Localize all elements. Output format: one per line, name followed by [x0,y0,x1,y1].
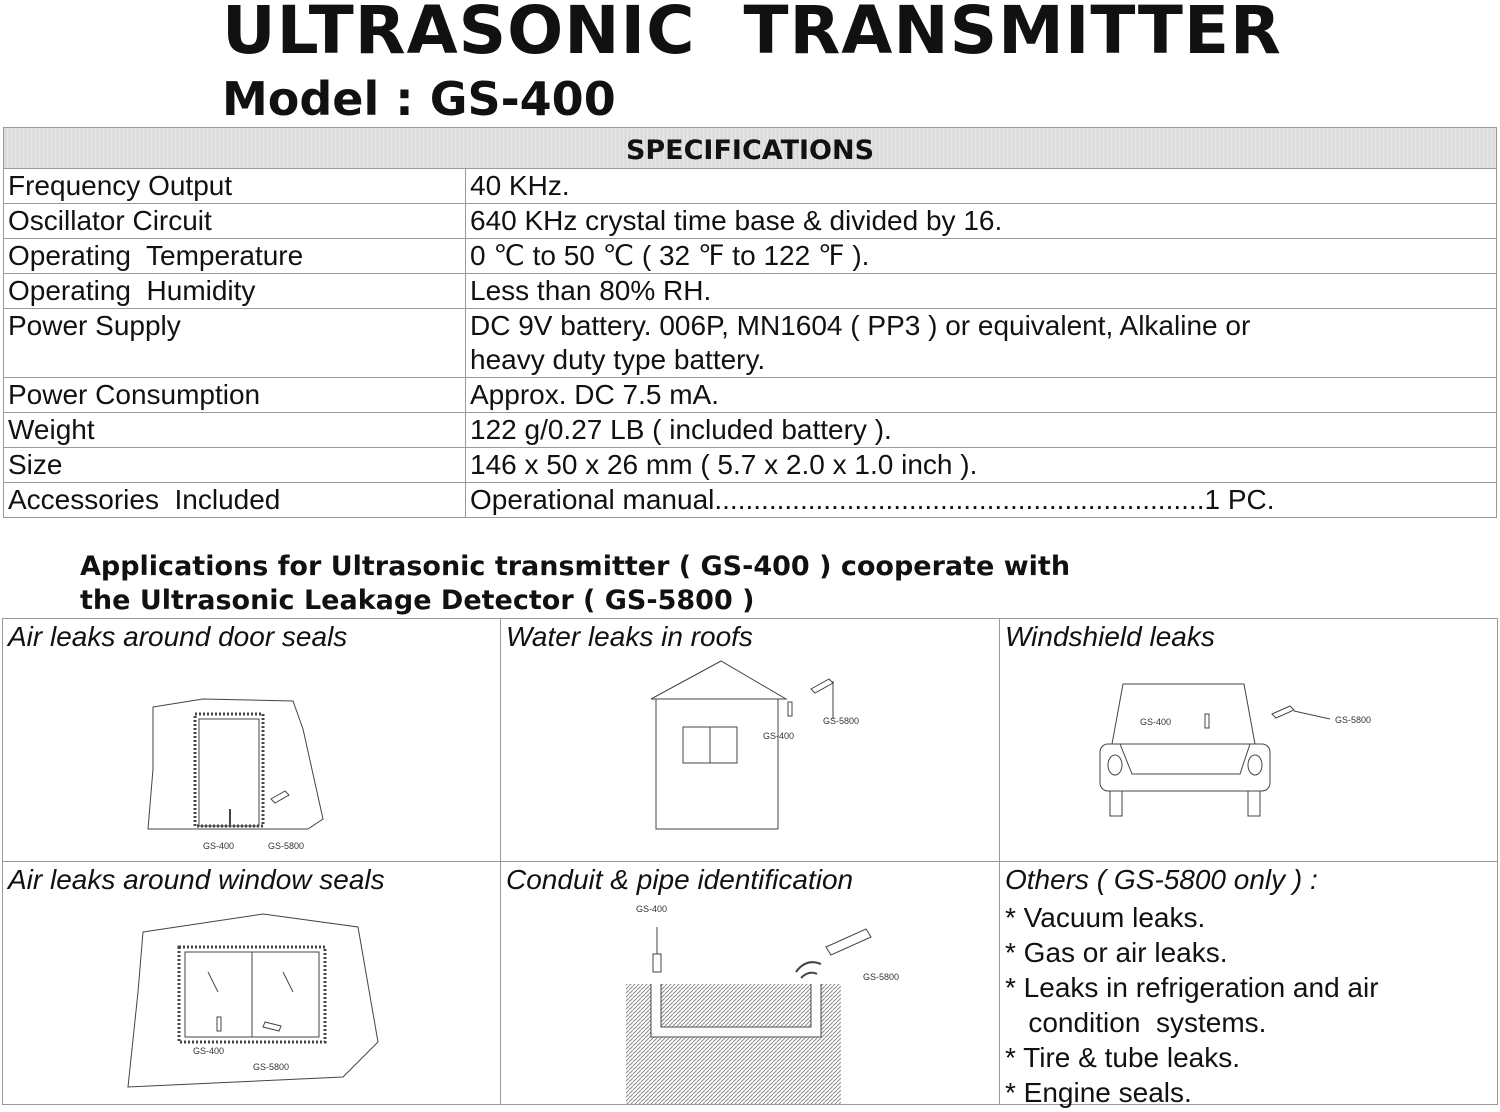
gs400-label: GS-400 [203,841,235,851]
application-caption: Windshield leaks [1005,621,1215,652]
spec-row [4,239,1497,274]
application-roofs [501,619,1000,862]
application-caption: Water leaks in roofs [506,621,753,652]
others-list [1005,900,1379,1110]
gs5800-label: GS-5800 [823,716,860,726]
spec-value: DC 9V battery. 006P, MN1604 ( PP3 ) or equivalent, Alkaline or heavy duty type battery. [466,309,1497,378]
application-caption: Air leaks around door seals [8,621,348,652]
others-item: * Leaks in refrigeration and air [1005,972,1379,1003]
spec-row [4,169,1497,204]
spec-label: Accessories Included [4,483,466,518]
spec-label: Power Consumption [4,378,466,413]
spec-value: Operational manual...............................................................1 PC. [466,483,1497,518]
specifications-header: SPECIFICATIONS [4,128,1497,169]
spec-row [4,448,1497,483]
spec-label: Oscillator Circuit [4,204,466,239]
others-item: * Vacuum leaks. [1005,902,1206,933]
spec-value: Less than 80% RH. [466,274,1497,309]
application-others [1000,862,1497,1108]
spec-value: Approx. DC 7.5 mA. [466,378,1497,413]
gs5800-label: GS-5800 [253,1062,290,1072]
page-title: ULTRASONIC TRANSMITTER [222,0,1282,69]
spec-label: Operating Humidity [4,274,466,309]
others-item: * Tire & tube leaks. [1005,1042,1241,1073]
specifications-table [3,127,1497,518]
gs400-label: GS-400 [193,1046,225,1056]
spec-label: Weight [4,413,466,448]
gs5800-label: GS-5800 [268,841,305,851]
spec-label: Size [4,448,466,483]
application-caption: Air leaks around window seals [8,864,385,895]
spec-row [4,309,1497,378]
spec-row [4,378,1497,413]
gs5800-label: GS-5800 [863,972,900,982]
spec-value: 40 KHz. [466,169,1497,204]
spec-label: Frequency Output [4,169,466,204]
gs400-label: GS-400 [763,731,795,741]
application-caption: Conduit & pipe identification [506,864,854,895]
spec-value: 146 x 50 x 26 mm ( 5.7 x 2.0 x 1.0 inch ). [466,448,1497,483]
spec-label: Power Supply [4,309,466,378]
conduit-illustration [501,902,1000,1112]
spec-label: Operating Temperature [4,239,466,274]
applications-heading-line2: the Ultrasonic Leakage Detector ( GS-5800 ) [80,585,755,616]
spec-value: 640 KHz crystal time base & divided by 16. [466,204,1497,239]
spec-value: 122 g/0.27 LB ( included battery ). [466,413,1497,448]
application-door-seals [3,619,501,862]
roof-illustration [501,659,1000,859]
application-caption: Others ( GS-5800 only ) : [1005,864,1318,895]
spec-row [4,413,1497,448]
others-item: condition systems. [1005,1007,1267,1038]
door-seal-illustration [3,659,501,859]
windshield-illustration [1000,659,1497,859]
spec-row [4,274,1497,309]
applications-heading-line1: Applications for Ultrasonic transmitter ( GS-400 ) cooperate with [80,551,1071,582]
spec-row [4,483,1497,518]
window-seal-illustration [3,902,501,1102]
others-item: * Gas or air leaks. [1005,937,1228,968]
gs400-label: GS-400 [636,904,668,914]
spec-row [4,204,1497,239]
application-conduit [501,862,1000,1104]
model-subtitle: Model : GS-400 [222,72,616,126]
gs400-label: GS-400 [1140,717,1172,727]
applications-grid [2,618,1498,1108]
application-windshield [1000,619,1497,862]
application-window-seals [3,862,501,1104]
gs5800-label: GS-5800 [1335,715,1372,725]
applications-heading [80,550,1070,618]
others-item: * Engine seals. [1005,1077,1192,1108]
spec-value: 0 ℃ to 50 ℃ ( 32 ℉ to 122 ℉ ). [466,239,1497,274]
